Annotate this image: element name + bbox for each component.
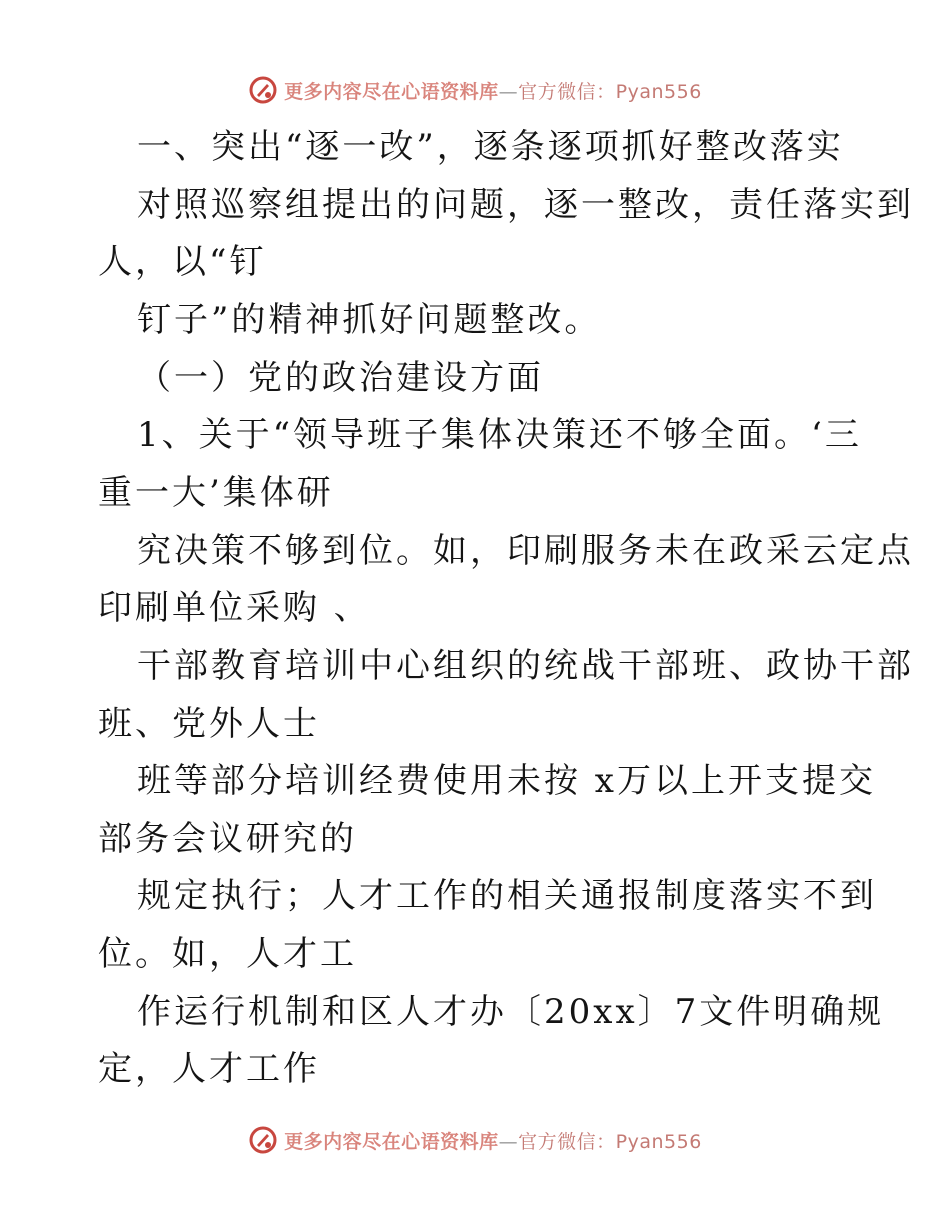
watermark-logo-icon [248,75,278,105]
paragraph-line: 人，以“钉 [98,242,267,282]
watermark-brand: 更多内容尽在心语资料库 [284,1130,499,1153]
watermark-contact: 官方微信：Pyan556 [518,1130,702,1153]
paragraph-line: 印刷单位采购 、 [98,588,371,628]
watermark-logo-icon [248,1125,278,1155]
paragraph-line: 位。如，人才工 [98,934,357,974]
watermark-contact: 官方微信：Pyan556 [518,80,702,103]
paragraph-line: 干部教育培训中心组织的统战干部班、政协干部 [137,646,914,686]
paragraph-line: 重一大’集体研 [98,473,334,513]
paragraph-line: 班、党外人士 [98,704,320,744]
paragraph-line: 部务会议研究的 [98,819,357,859]
paragraph-line: 究决策不够到位。如，印刷服务未在政采云定点 [137,531,914,571]
paragraph-line: 班等部分培训经费使用未按 x万以上开支提交 [137,761,876,801]
paragraph-line: 1、关于“领导班子集体决策还不够全面。‘三 [137,415,862,455]
paragraph-line: 钉子”的精神抓好问题整改。 [137,300,602,340]
footer-watermark [0,1120,950,1160]
subsection-heading: （一）党的政治建设方面 [137,358,544,398]
watermark-separator: — [498,80,519,103]
paragraph-line: 定，人才工作 [98,1049,320,1089]
paragraph-line: 规定执行；人才工作的相关通报制度落实不到 [137,876,877,916]
header-watermark [0,70,950,110]
section-heading: 一、突出“逐一改”，逐条逐项抓好整改落实 [137,127,844,167]
watermark-brand: 更多内容尽在心语资料库 [284,80,499,103]
watermark-separator: — [498,1130,519,1153]
paragraph-line: 作运行机制和区人才办〔20xx〕7文件明确规 [137,992,885,1032]
paragraph-line: 对照巡察组提出的问题，逐一整改，责任落实到 [137,185,914,225]
